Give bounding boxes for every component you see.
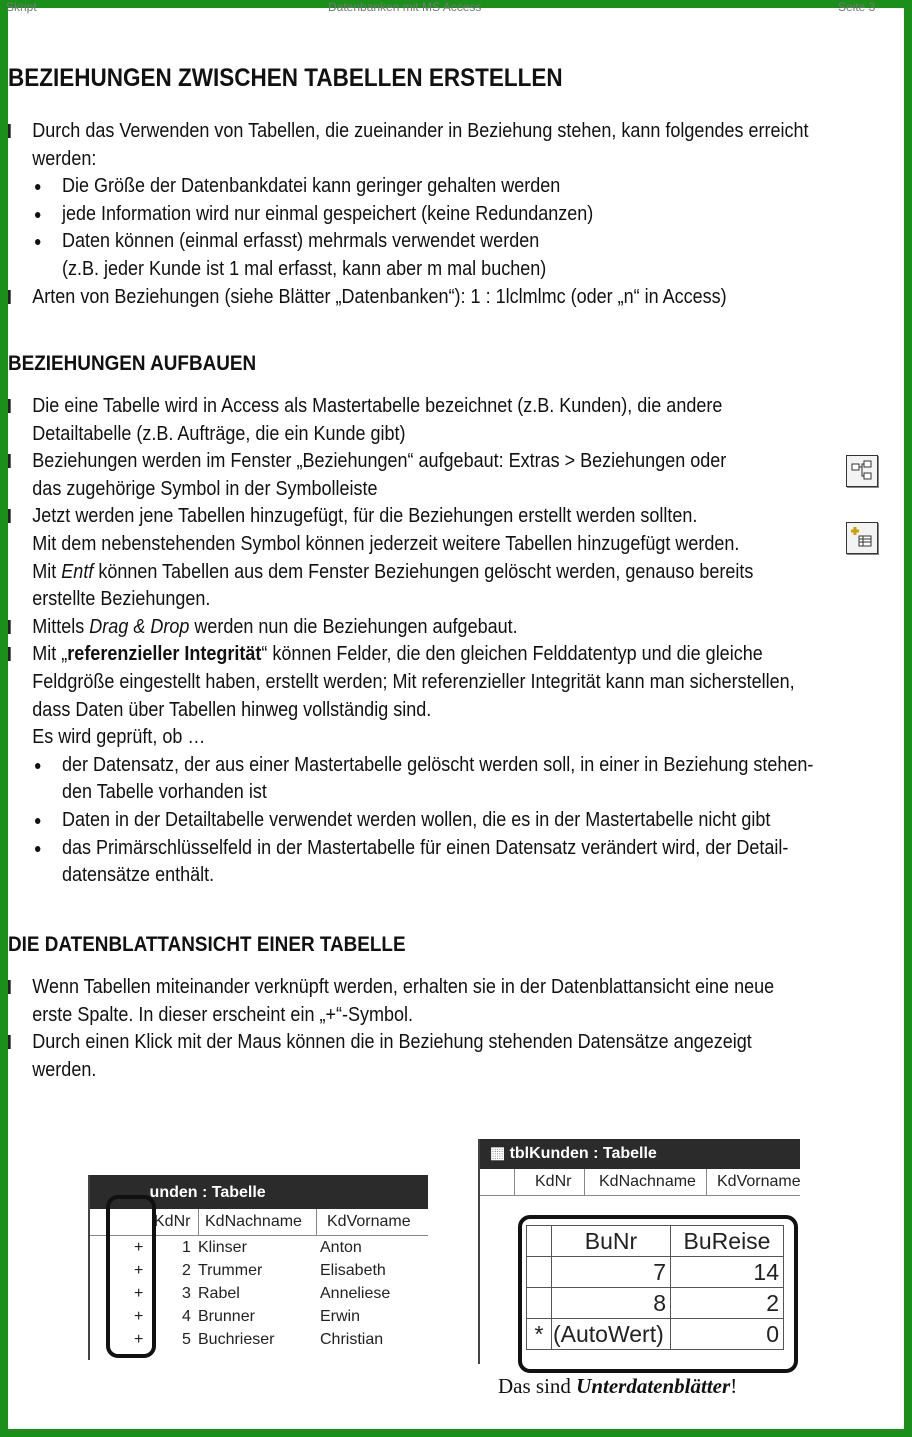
cell-first: Elisabeth: [320, 1262, 386, 1279]
header-left: Skript: [6, 0, 37, 14]
list-item: Die eine Tabelle wird in Access als Mastertabelle bezeichnet (z.B. Kunden), die andere: [8, 393, 809, 421]
datasheet-screenshot-1: [88, 1175, 428, 1360]
list-item-cont: das zugehörige Symbol in der Symbolleiste: [32, 477, 378, 500]
text: Mit: [32, 560, 62, 583]
list-item-cont: erstellte Beziehungen.: [32, 588, 211, 611]
column-header[interactable]: KdVorname: [706, 1169, 801, 1195]
relationships-icon-svg: [847, 456, 877, 486]
emphasis: Drag & Drop: [89, 615, 190, 638]
text: Mit „: [32, 643, 68, 666]
column-header[interactable]: BuReise: [671, 1226, 784, 1257]
sub-item-cont: (z.B. jeder Kunde ist 1 mal erfasst, kann aber m mal buchen): [62, 257, 547, 280]
column-header[interactable]: KdNr: [154, 1213, 191, 1230]
header-center: Datenbanken mit MS Access: [328, 0, 482, 14]
cell-last: Buchrieser: [198, 1331, 275, 1348]
cell-last: Klinser: [198, 1239, 247, 1256]
add-table-icon[interactable]: [846, 522, 878, 554]
cell-first: Anton: [320, 1239, 362, 1256]
cell-first: Christian: [320, 1331, 384, 1348]
datasheet-screenshot-2: [478, 1139, 800, 1364]
cell-reise: 2: [671, 1288, 784, 1319]
cell-last: Trummer: [198, 1262, 263, 1279]
list-item-cont: erste Spalte. In dieser erscheint ein „+“-Symbol.: [32, 1003, 413, 1026]
window-title: ▦ tblKunden : Tabelle: [480, 1139, 800, 1169]
column-header[interactable]: KdNachname: [198, 1209, 323, 1235]
new-record-marker[interactable]: *: [527, 1319, 552, 1350]
cell-reise: 0: [671, 1319, 784, 1350]
list-item-cont: dass Daten über Tabellen hinweg vollständig sind.: [32, 698, 432, 721]
list-item: Jetzt werden jene Tabellen hinzugefügt, für die Beziehungen erstellt werden sollten.: [8, 503, 809, 531]
column-header[interactable]: KdNachname: [584, 1169, 709, 1195]
list-item: Beziehungen werden im Fenster „Beziehungen“ aufgebaut: Extras > Beziehungen oder: [8, 448, 809, 476]
title-post: unden : Tabelle: [149, 1184, 266, 1201]
row-selector[interactable]: [527, 1288, 552, 1319]
list-item-cont: [8, 559, 809, 587]
cell-last: Rabel: [198, 1285, 240, 1302]
header-row: [480, 1169, 800, 1196]
list-item: Wenn Tabellen miteinander verknüpft werden, erhalten sie in der Datenblattansicht eine neue: [8, 974, 809, 1002]
sub-item-cont: den Tabelle vorhanden ist: [62, 781, 267, 804]
subdatasheet-highlight: [518, 1215, 798, 1373]
cell-first: Anneliese: [320, 1285, 391, 1302]
cell-nr: 3: [182, 1285, 191, 1302]
column-header[interactable]: KdVorname: [316, 1209, 411, 1235]
sub-item-cont: datensätze enthält.: [62, 864, 215, 887]
column-header[interactable]: BuNr: [552, 1226, 671, 1257]
cell-reise: 14: [671, 1257, 784, 1288]
row-selector[interactable]: [527, 1257, 552, 1288]
row-selector[interactable]: [527, 1226, 552, 1257]
expand-plus[interactable]: +: [134, 1308, 144, 1325]
section-heading: BEZIEHUNGEN AUFBAUEN: [8, 352, 257, 375]
strong: referenzieller Integrität: [67, 643, 262, 666]
section-1: [8, 118, 898, 311]
list-item-cont: Detailtabelle (z.B. Aufträge, die ein Kunde gibt): [32, 422, 406, 445]
caption-em: Unterdatenblätter: [576, 1374, 731, 1398]
section-heading: DIE DATENBLATTANSICHT EINER TABELLE: [8, 933, 406, 956]
cell-first: Erwin: [320, 1308, 361, 1325]
cell-nr: 4: [182, 1308, 191, 1325]
caption: [498, 1374, 737, 1399]
list-item: [8, 641, 809, 669]
page: [6, 0, 904, 1429]
cell-nr: 2: [182, 1262, 191, 1279]
caption-post: !: [730, 1374, 738, 1398]
sub-row: [527, 1288, 784, 1319]
sub-item: jede Information wird nur einmal gespeichert (keine Redundanzen): [8, 201, 809, 229]
cell-nr: (AutoWert): [552, 1319, 671, 1350]
list-item: [8, 614, 809, 642]
relationships-icon[interactable]: [846, 455, 878, 487]
sub-item: Die Größe der Datenbankdatei kann geringer gehalten werden: [8, 173, 809, 201]
list-item: Arten von Beziehungen (siehe Blätter „Datenbanken“): 1 : 1lclmlmc (oder „n“ in Access): [8, 284, 809, 312]
sub-item: der Datensatz, der aus einer Mastertabelle gelöscht werden soll, in einer in Beziehung stehen-: [8, 752, 809, 780]
plus-column-highlight: [106, 1195, 156, 1358]
caption-pre: Das sind: [498, 1374, 577, 1398]
column-header[interactable]: KdNr: [514, 1169, 605, 1195]
sub-header-row: [527, 1226, 784, 1257]
section-3: [8, 974, 898, 1084]
cell-nr: 1: [182, 1239, 191, 1256]
key-name: Entf: [61, 560, 94, 583]
expand-plus[interactable]: +: [134, 1331, 144, 1348]
sub-item: das Primärschlüsselfeld in der Mastertabelle für einen Datensatz verändert wird, der Detail-: [8, 835, 809, 863]
cell-last: Brunner: [198, 1308, 255, 1325]
expand-plus[interactable]: +: [134, 1239, 144, 1256]
text: Mittels: [32, 615, 90, 638]
cell-nr: 5: [182, 1331, 191, 1348]
subdatasheet-table: [526, 1225, 784, 1350]
text: können Tabellen aus dem Fenster Beziehungen gelöscht werden, genauso bereits: [93, 560, 754, 583]
section-2: [8, 393, 898, 890]
text: “ können Felder, die den gleichen Felddatentyp und die gleiche: [261, 643, 763, 666]
list-item-cont: werden:: [32, 147, 97, 170]
expand-plus[interactable]: +: [134, 1285, 144, 1302]
sub-row: [527, 1257, 784, 1288]
add-table-icon-svg: [847, 523, 877, 553]
sub-item: Daten in der Detailtabelle verwendet werden wollen, die es in der Mastertabelle nicht gibt: [8, 807, 809, 835]
header-right: Seite 3: [838, 0, 876, 14]
sub-row-new: [527, 1319, 784, 1350]
page-title: BEZIEHUNGEN ZWISCHEN TABELLEN ERSTELLEN: [8, 64, 563, 92]
text: werden nun die Beziehungen aufgebaut.: [189, 615, 518, 638]
expand-plus[interactable]: +: [134, 1262, 144, 1279]
cell-nr: 8: [552, 1288, 671, 1319]
cell-nr: 7: [552, 1257, 671, 1288]
list-item-cont: Es wird geprüft, ob …: [32, 726, 206, 749]
window-title-text: tblKunden : Tabelle: [509, 1145, 657, 1162]
list-item: Durch das Verwenden von Tabellen, die zueinander in Beziehung stehen, kann folgendes erreicht: [8, 118, 809, 146]
list-item-cont: Mit dem nebenstehenden Symbol können jederzeit weitere Tabellen hinzugefügt werden.: [32, 532, 740, 555]
list-item: Durch einen Klick mit der Maus können die in Beziehung stehenden Datensätze angezeigt: [8, 1029, 809, 1057]
list-item-cont: Feldgröße eingestellt haben, erstellt werden; Mit referenzieller Integrität kann man sicherstellen,: [32, 670, 795, 693]
list-item-cont: werden.: [32, 1058, 97, 1081]
sub-item: Daten können (einmal erfasst) mehrmals verwendet werden: [8, 228, 809, 256]
